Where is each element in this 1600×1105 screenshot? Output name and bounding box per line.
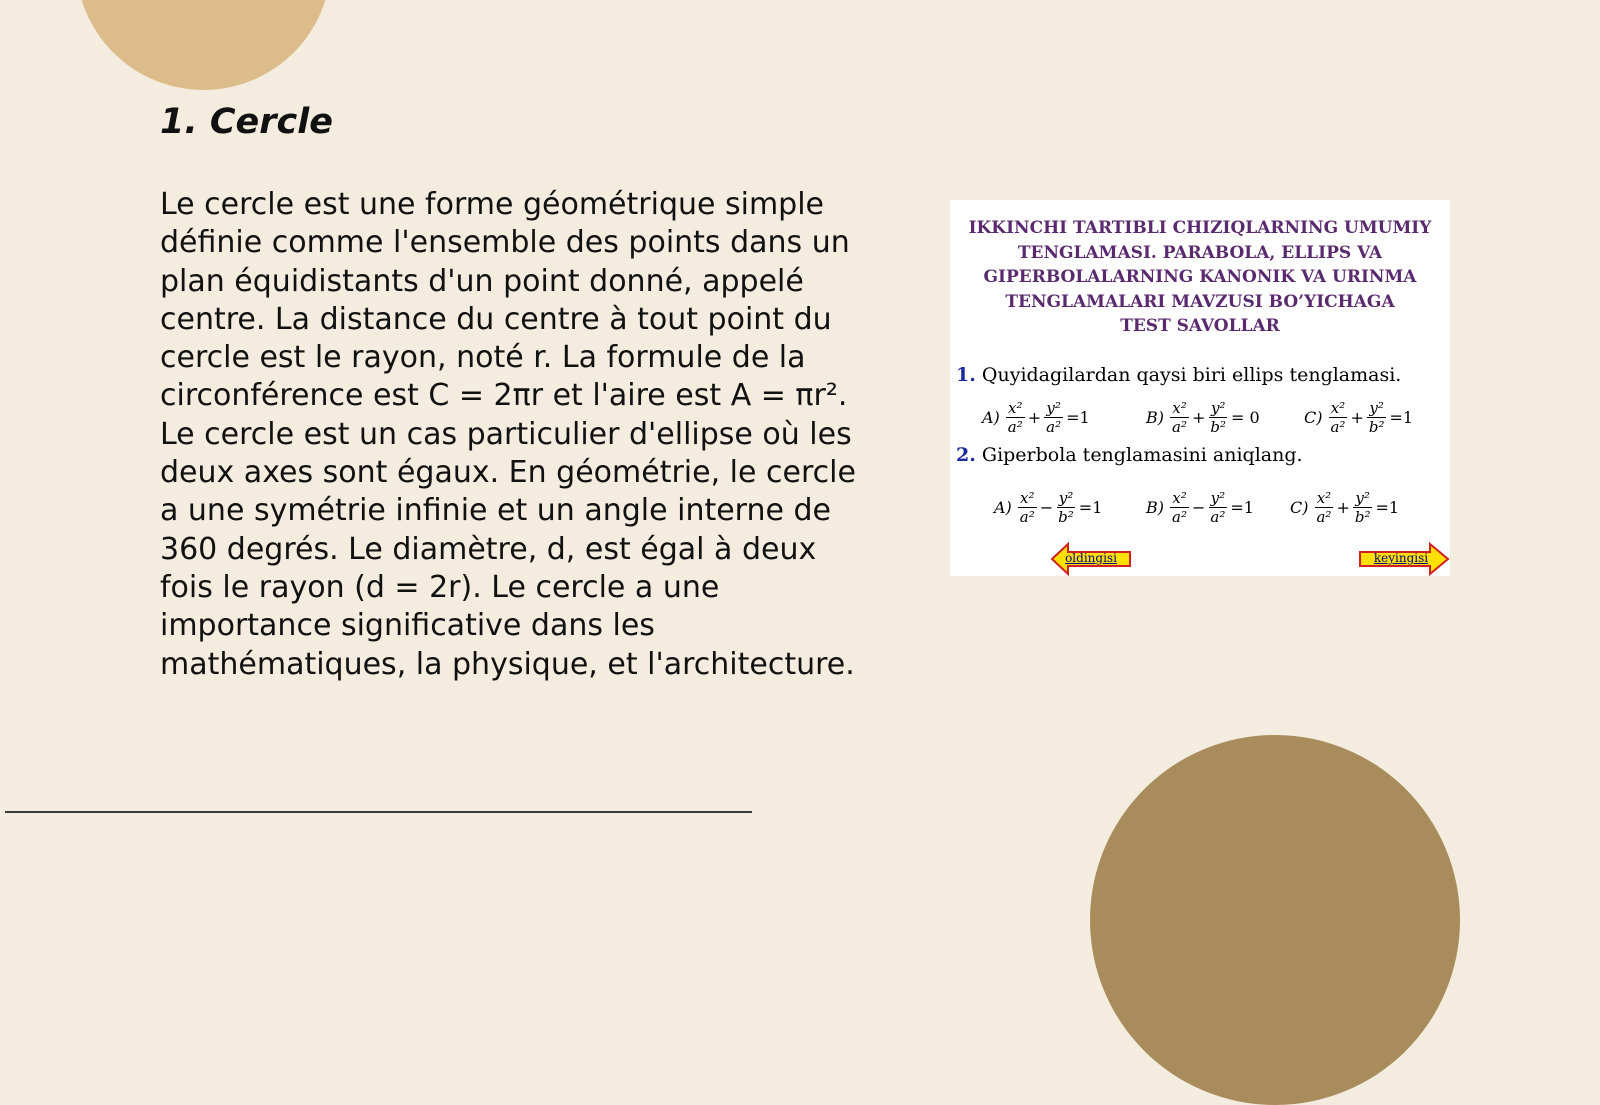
option-label: B) bbox=[1146, 497, 1164, 517]
equation-rhs: = 0 bbox=[1231, 407, 1260, 427]
equation-rhs: =1 bbox=[1066, 407, 1090, 427]
operator: + bbox=[1336, 497, 1350, 517]
operator: + bbox=[1350, 407, 1364, 427]
next-button-label: keyingisi bbox=[1373, 551, 1429, 565]
fraction: $\frac{\text{x²}}{\text{a²}}$ bbox=[1330, 398, 1346, 436]
fraction: $\frac{\text{x²}}{\text{a²}}$ bbox=[1172, 488, 1187, 526]
question-number: 2. bbox=[956, 444, 976, 466]
option bbox=[982, 392, 1093, 442]
equation-rhs: =1 bbox=[1230, 497, 1254, 517]
previous-button-label: oldingisi bbox=[1065, 551, 1117, 565]
operator: + bbox=[1191, 407, 1206, 427]
previous-button[interactable] bbox=[1050, 542, 1160, 576]
fraction: $\frac{\text{y²}}{\text{a²}}$ bbox=[1046, 398, 1062, 436]
test-heading-line: TEST SAVOLLAR bbox=[1120, 316, 1280, 336]
fraction: $\frac{\text{x²}}{\text{a²}}$ bbox=[1007, 398, 1023, 436]
horizontal-divider bbox=[5, 811, 752, 813]
equation-rhs: =1 bbox=[1078, 497, 1103, 517]
test-heading-line: GIPERBOLALARNING KANONIK VA URINMA bbox=[983, 267, 1417, 287]
test-heading-line: TENGLAMASI. PARABOLA, ELLIPS VA bbox=[1017, 242, 1383, 263]
test-heading-line: IKKINCHI TARTIBLI CHIZIQLARNING UMUMIY bbox=[968, 218, 1432, 238]
option bbox=[1304, 392, 1416, 442]
decorative-circle-bottom bbox=[1090, 735, 1460, 1105]
fraction: $\frac{\text{x²}}{\text{a²}}$ bbox=[1172, 398, 1187, 436]
fraction: $\frac{\text{y²}}{\text{a²}}$ bbox=[1210, 488, 1226, 526]
operator: + bbox=[1027, 407, 1042, 427]
question-number: 1. bbox=[956, 364, 976, 386]
option bbox=[994, 482, 1105, 532]
fraction: $\frac{\text{y²}}{\text{b²}}$ bbox=[1210, 398, 1226, 436]
slide-title: 1. Cercle bbox=[160, 102, 334, 142]
question-text: Quyidagilardan qaysi biri ellips tenglamasi. bbox=[981, 364, 1402, 386]
option-label: C) bbox=[1290, 497, 1309, 517]
operator: − bbox=[1039, 497, 1054, 517]
question-1 bbox=[956, 364, 1401, 386]
option-label: C) bbox=[1304, 407, 1323, 427]
question-1-options bbox=[950, 392, 1450, 442]
equation-rhs: =1 bbox=[1375, 497, 1400, 517]
option-label: A) bbox=[982, 407, 1000, 427]
test-heading-line: TENGLAMALARI MAVZUSI BO’YICHAGA bbox=[1005, 291, 1395, 312]
fraction: $\frac{\text{x²}}{\text{a²}}$ bbox=[1019, 488, 1035, 526]
question-text: Giperbola tenglamasini aniqlang. bbox=[981, 444, 1303, 466]
next-button[interactable] bbox=[1358, 542, 1468, 576]
option bbox=[1146, 392, 1263, 442]
fraction: $\frac{\text{y²}}{\text{b²}}$ bbox=[1058, 488, 1074, 526]
fraction: $\frac{\text{y²}}{\text{b²}}$ bbox=[1354, 488, 1371, 526]
option bbox=[1290, 482, 1402, 532]
operator: − bbox=[1191, 497, 1206, 517]
option-label: A) bbox=[994, 497, 1012, 517]
test-heading bbox=[950, 216, 1450, 339]
slide-body-text: Le cercle est une forme géométrique simple définie comme l'ensemble des points dans un plan équidistants d'un point donné, appelé centre. La distance du centre à tout point du cercle est le rayon, noté r. La formule de la circonférence est C = 2πr et l'aire est A = πr². Le cercle est un cas particulier d'ellipse où les deux axes sont égaux. En géométrie, le cercle a une symétrie infinie et un angle interne de 360 degrés. Le diamètre, d, est égal à deux fois le rayon (d = 2r). Le cercle a une importance significative dans les mathématiques, la physique, et l'architecture. bbox=[160, 187, 856, 682]
decorative-circle-top bbox=[76, 0, 331, 90]
fraction: $\frac{\text{y²}}{\text{b²}}$ bbox=[1368, 398, 1385, 436]
question-2 bbox=[956, 444, 1303, 466]
test-image bbox=[950, 200, 1450, 576]
option-label: B) bbox=[1146, 407, 1164, 427]
option bbox=[1146, 482, 1257, 532]
question-2-options bbox=[950, 482, 1450, 532]
fraction: $\frac{\text{x²}}{\text{a²}}$ bbox=[1316, 488, 1332, 526]
equation-rhs: =1 bbox=[1389, 407, 1414, 427]
